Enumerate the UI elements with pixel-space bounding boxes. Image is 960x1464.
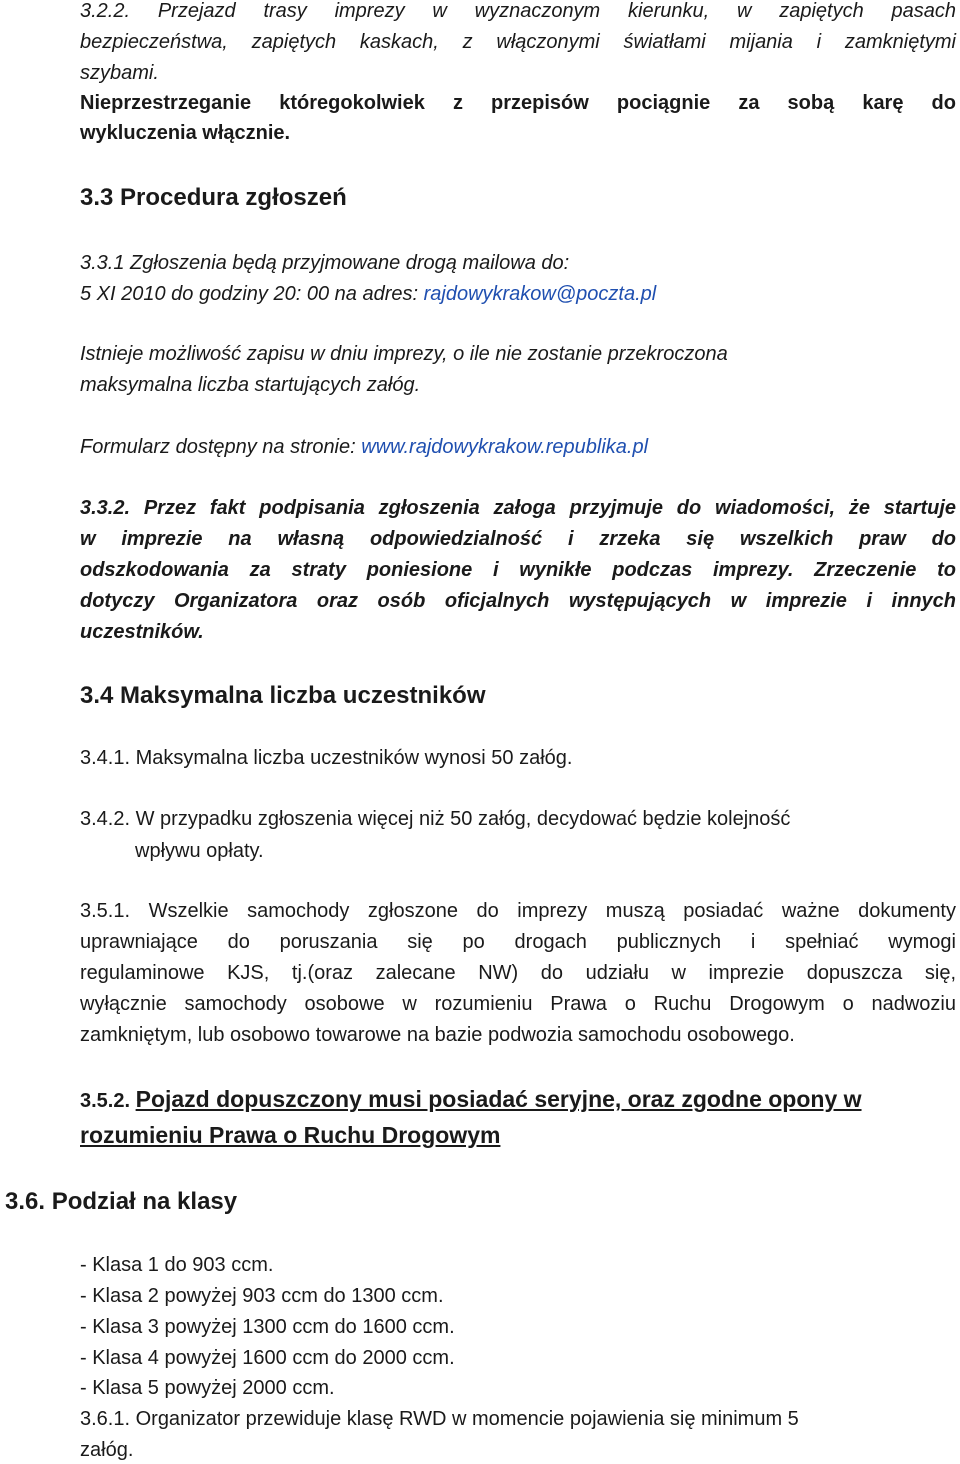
para-3-2-2-line-3: szybami. xyxy=(80,62,159,84)
registration-note-line-1: Istnieje możliwość zapisu w dniu imprezy, o ile nie zostanie przekroczona xyxy=(80,343,728,365)
section-3-6-heading: 3.6. Podział na klasy xyxy=(5,1188,238,1215)
form-label: Formularz dostępny na stronie: xyxy=(80,436,362,458)
para-3-5-2-number: 3.5.2. xyxy=(80,1090,136,1112)
class-item: - Klasa 5 powyżej 2000 ccm. xyxy=(80,1377,335,1399)
deadline-text: 5 XI 2010 do godziny 20: 00 na adres: xyxy=(80,283,424,305)
tyre-requirement-line-2: rozumieniu Prawa o Ruchu Drogowym xyxy=(80,1122,501,1148)
class-item: - Klasa 2 powyżej 903 ccm do 1300 ccm. xyxy=(80,1285,444,1307)
para-3-5-1-line-2: uprawniające do poruszania się po drogach publicznych i spełniać wymogi xyxy=(80,931,956,953)
para-3-5-1-line-3: regulaminowe KJS, tj.(oraz zalecane NW) do udziału w imprezie dopuszcza się, xyxy=(80,962,956,984)
para-3-5-2-line-1 xyxy=(80,1086,862,1113)
email-link[interactable]: rajdowykrakow@poczta.pl xyxy=(423,283,657,305)
class-item: - Klasa 3 powyżej 1300 ccm do 1600 ccm. xyxy=(80,1316,455,1338)
para-3-5-1-line-5: zamkniętym, lub osobowo towarowe na bazie podwozia samochodu osobowego. xyxy=(80,1024,795,1046)
tyre-requirement-line-1: Pojazd dopuszczony musi posiadać seryjne, oraz zgodne opony w xyxy=(135,1086,862,1112)
para-3-6-1-line-1: 3.6.1. Organizator przewiduje klasę RWD w momencie pojawienia się minimum 5 xyxy=(80,1408,799,1430)
para-3-3-2-line-3: odszkodowania za straty poniesione i wynikłe podczas imprezy. Zrzeczenie to xyxy=(80,559,956,581)
section-3-4-heading: 3.4 Maksymalna liczba uczestników xyxy=(80,682,486,709)
form-availability xyxy=(80,436,648,459)
para-3-4-2-line-2: wpływu opłaty. xyxy=(135,840,264,862)
para-3-3-2-line-4: dotyczy Organizatora oraz osób oficjalnych występujących w imprezie i innych xyxy=(80,590,956,612)
para-3-3-2-line-1: 3.3.2. Przez fakt podpisania zgłoszenia załoga przyjmuje do wiadomości, że startuje xyxy=(80,497,956,519)
website-link[interactable]: www.rajdowykrakow.republika.pl xyxy=(361,436,649,458)
penalty-line-2: wykluczenia włącznie. xyxy=(80,122,291,144)
para-3-4-2-line-1: 3.4.2. W przypadku zgłoszenia więcej niż 50 załóg, decydować będzie kolejność xyxy=(80,808,791,830)
para-3-5-1-line-4: wyłącznie samochody osobowe w rozumieniu Prawa o Ruchu Drogowym o nadwoziu xyxy=(80,993,956,1015)
registration-note-line-2: maksymalna liczba startujących załóg. xyxy=(80,374,421,396)
para-3-3-1-line-2 xyxy=(80,283,656,306)
para-3-2-2-line-2: bezpieczeństwa, zapiętych kaskach, z włączonymi światłami mijania i zamkniętymi xyxy=(80,31,956,53)
para-3-3-2-line-2: w imprezie na własną odpowiedzialność i zrzeka się wszelkich praw do xyxy=(80,528,956,550)
class-item: - Klasa 4 powyżej 1600 ccm do 2000 ccm. xyxy=(80,1347,455,1369)
section-3-3-heading: 3.3 Procedura zgłoszeń xyxy=(80,184,347,211)
para-3-2-2-line-1: 3.2.2. Przejazd trasy imprezy w wyznaczonym kierunku, w zapiętych pasach xyxy=(80,0,956,22)
para-3-6-1-line-2: załóg. xyxy=(80,1439,134,1461)
para-3-5-1-line-1: 3.5.1. Wszelkie samochody zgłoszone do imprezy muszą posiadać ważne dokumenty xyxy=(80,900,956,922)
class-item: - Klasa 1 do 903 ccm. xyxy=(80,1254,274,1276)
penalty-line-1: Nieprzestrzeganie któregokolwiek z przepisów pociągnie za sobą karę do xyxy=(80,92,956,114)
para-3-3-1-line-1: 3.3.1 Zgłoszenia będą przyjmowane drogą mailowa do: xyxy=(80,252,570,274)
para-3-3-2-line-5: uczestników. xyxy=(80,621,204,643)
para-3-4-1: 3.4.1. Maksymalna liczba uczestników wynosi 50 załóg. xyxy=(80,747,573,769)
